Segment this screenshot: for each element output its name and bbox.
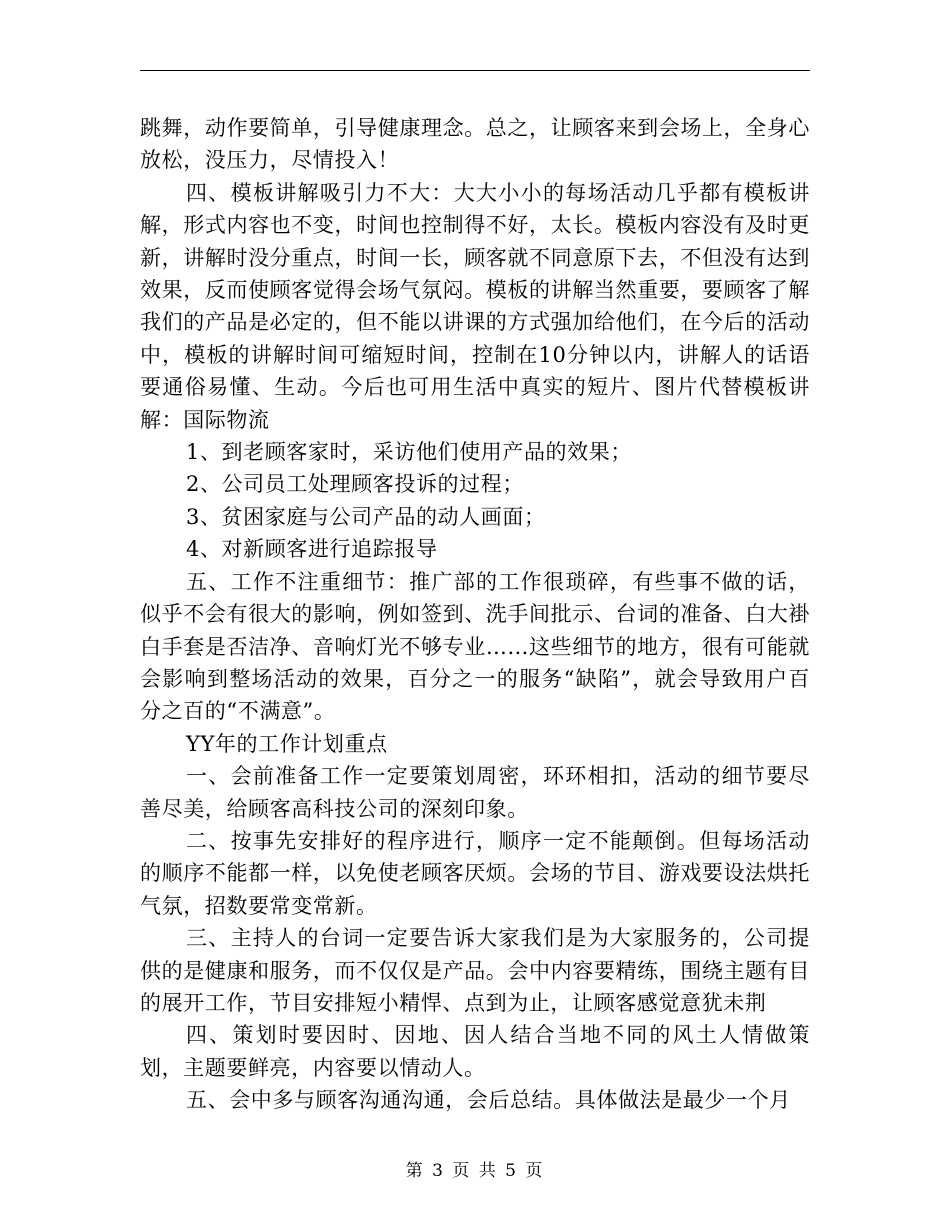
- paragraph-7: 四、策划时要因时、因地、因人结合当地不同的风土人情做策划，主题要鲜亮，内容要以情动人。: [140, 1023, 810, 1080]
- paragraph-4: 一、会前准备工作一定要策划周密，环环相扣，活动的细节要尽善尽美，给顾客高科技公司的深刻印象。: [140, 764, 810, 821]
- paragraph-2: 四、模板讲解吸引力不大：大大小小的每场活动几乎都有模板讲解，形式内容也不变，时间也控制得不好，太长。模板内容没有及时更新，讲解时没分重点，时间一长，顾客就不同意原下去，不但没有达到效果，反而使顾客觉得会场气氛闷。模板的讲解当然重要，要顾客了解我们的产品是必定的，但不能以讲课的方式强加给他们，在今后的活动中，模板的讲解时间可缩短时间，控制在10分钟以内，讲解人的话语要通俗易懂、生动。今后也可用生活中真实的短片、图片代替模板讲解：国际物流: [140, 180, 810, 432]
- list-item-4: 4、对新顾客进行追踪报导: [186, 537, 438, 562]
- header-rule: [140, 70, 810, 71]
- paragraph-6: 三、主持人的台词一定要告诉大家我们是为大家服务的，公司提供的是健康和服务，而不仅仅是产品。会中内容要精练，围绕主题有目的展开工作，节目安排短小精悍、点到为止，让顾客感觉意犹未荆: [140, 926, 810, 1015]
- list-item-3: 3、贫困家庭与公司产品的动人画面；: [186, 504, 546, 529]
- list-item-1: 1、到老顾客家时，采访他们使用产品的效果；: [186, 440, 632, 465]
- paragraph-1: 跳舞，动作要简单，引导健康理念。总之，让顾客来到会场上，全身心放松，没压力，尽情投入！: [140, 116, 810, 173]
- page-footer: 第 3 页 共 5 页: [405, 1161, 545, 1181]
- paragraph-3: 五、工作不注重细节：推广部的工作很琐碎，有些事不做的话，似乎不会有很大的影响，例如签到、洗手间批示、台词的准备、白大褂白手套是否洁净、音响灯光不够专业……这些细节的地方，很有可能就会影响到整场活动的效果，百分之一的服务“缺陷”，就会导致用户百分之百的“不满意”。: [140, 569, 810, 724]
- section-heading: YY年的工作计划重点: [186, 731, 388, 756]
- paragraph-5: 二、按事先安排好的程序进行，顺序一定不能颠倒。但每场活动的顺序不能都一样，以免使老顾客厌烦。会场的节目、游戏要设法烘托气氛，招数要常变常新。: [140, 828, 810, 918]
- list-item-2: 2、公司员工处理顾客投诉的过程；: [186, 472, 524, 497]
- paragraph-8: 五、会中多与顾客沟通沟通，会后总结。具体做法是最少一个月: [186, 1088, 791, 1113]
- document-body: [140, 112, 810, 1117]
